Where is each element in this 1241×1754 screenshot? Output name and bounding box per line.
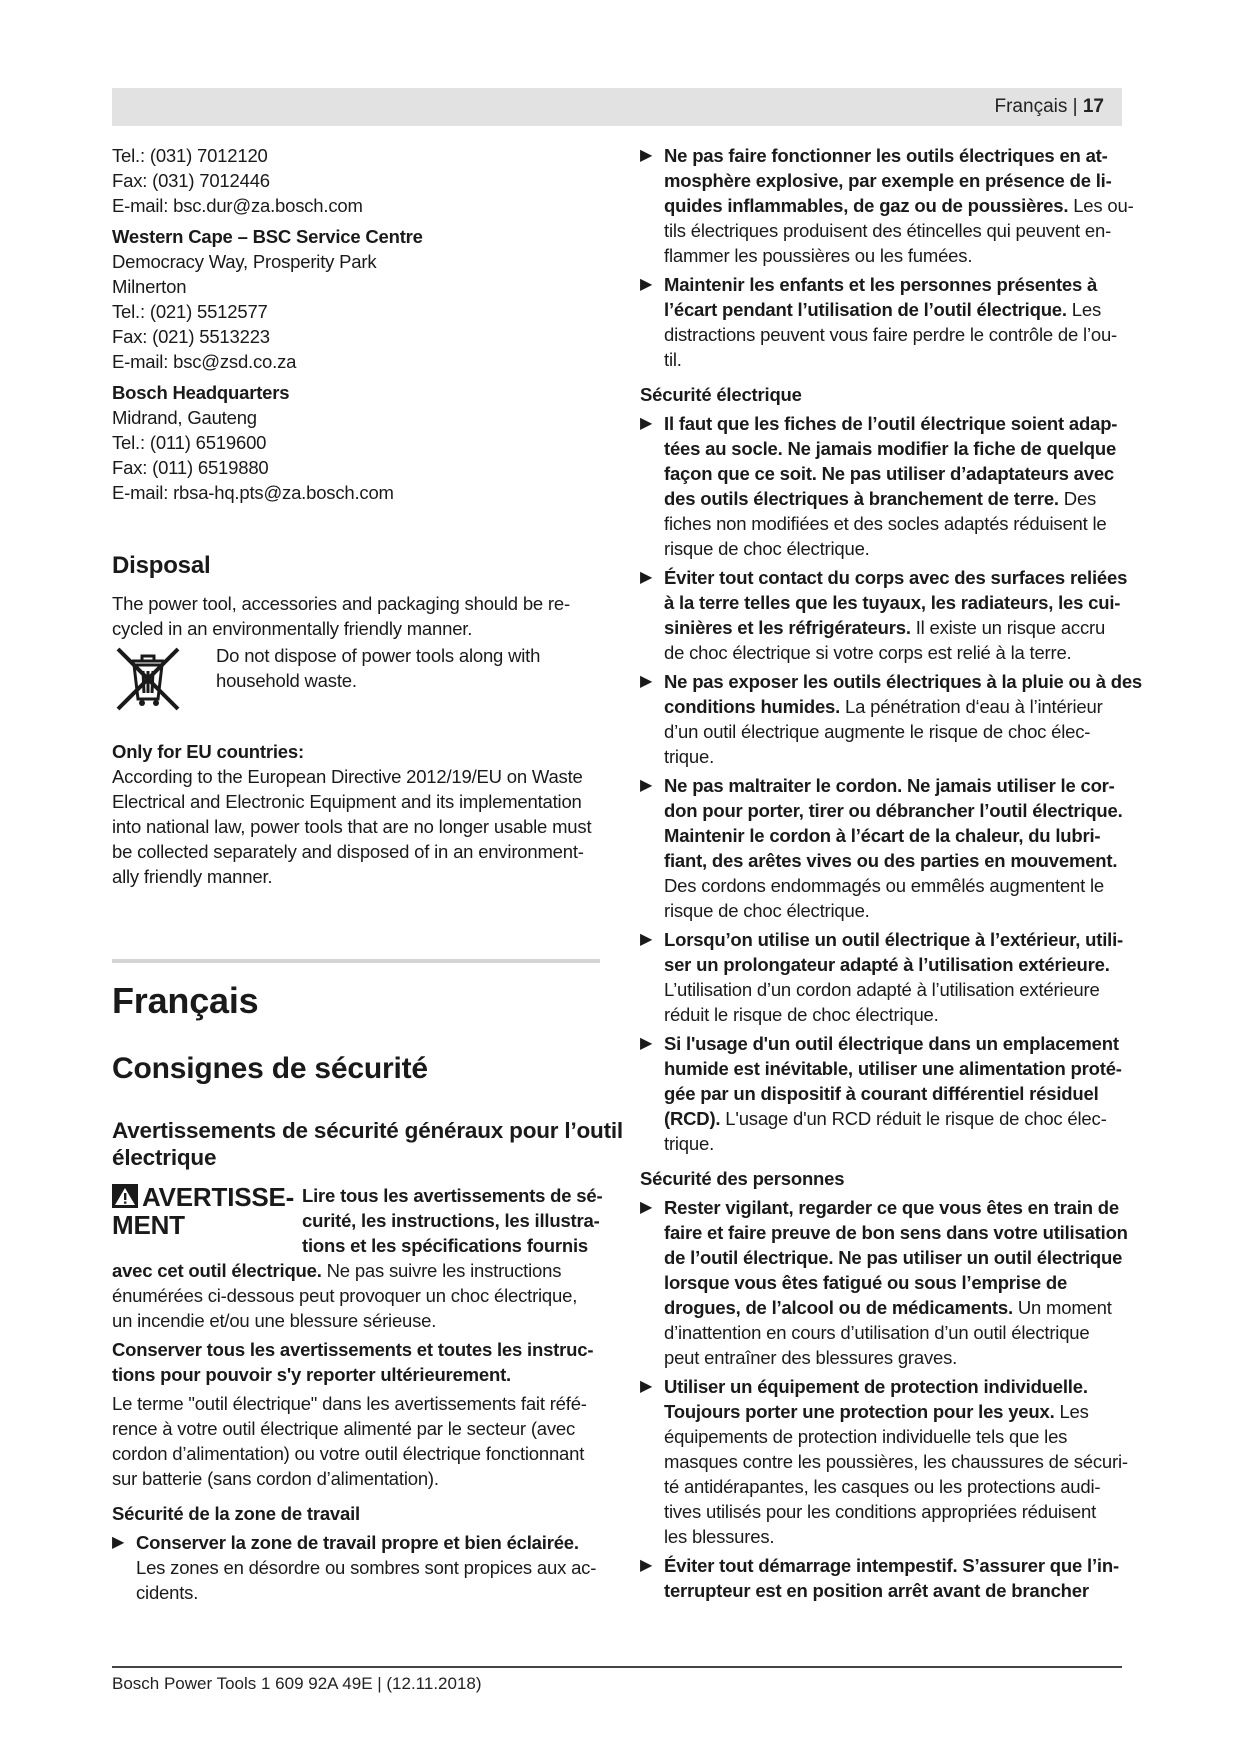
header-section: Français <box>994 96 1068 117</box>
warning-continuation <box>112 1258 612 1333</box>
warning-word: AVERTISSE- <box>142 1182 295 1212</box>
work-area-heading: Sécurité de la zone de travail <box>112 1503 360 1524</box>
text-line: ally friendly manner. <box>112 866 273 887</box>
warning-triangle-icon <box>112 1184 138 1208</box>
hq-block <box>112 405 612 505</box>
bullet-arrow-icon: ▶ <box>640 777 653 794</box>
bullet-item: ▶ Utiliser un équipement de protection individuelle. Toujours porter une protection pour les yeux. Les équipements de protection individuelle tels que les masques contre les poussières, les chaussures de sécuri- té antidérapantes, les casques ou les protections audi- tives utilisés pour les conditions appropriées réduisent les blessures. <box>640 1376 1128 1547</box>
left-column <box>112 143 623 1605</box>
language-heading: Français <box>112 980 259 1021</box>
bullet-arrow-icon: ▶ <box>640 415 653 432</box>
bullet-item: ▶ Ne pas maltraiter le cordon. Ne jamais utiliser le cor- don pour porter, tirer ou débrancher l’outil électrique. Maintenir le cordon à l’écart de la chaleur, du lubri- fiant, des arêtes vives ou des parties en mouvement. Des cordons endommagés ou emmêlés augmentent le risque de choc électrique. <box>640 775 1123 921</box>
page-number: 17 <box>1082 96 1104 117</box>
bullet-arrow-icon: ▶ <box>640 147 653 164</box>
hq-title: Bosch Headquarters <box>112 382 290 403</box>
bullet-item: ▶ Il faut que les fiches de l’outil électrique soient adap- tées au socle. Ne jamais modifier la fiche de quelque façon que ce soit. Ne pas utiliser d’adaptateurs avec des outils électriques à branchement de terre. Des fiches non modifiées et des socles adaptés réduisent le risque de choc électrique. <box>640 413 1118 559</box>
contact-top <box>112 143 612 218</box>
bullet-arrow-icon: ▶ <box>112 1534 125 1551</box>
warning-word: MENT <box>112 1210 185 1240</box>
bullet-arrow-icon: ▶ <box>640 1199 653 1216</box>
personal-safety-heading: Sécurité des personnes <box>640 1168 845 1189</box>
disposal-text <box>112 591 612 641</box>
western-cape-title: Western Cape – BSC Service Centre <box>112 226 423 247</box>
text-line: sur batterie (sans cordon d’alimentation). <box>112 1468 439 1489</box>
text-line: According to the European Directive 2012/19/EU on Waste <box>112 766 583 787</box>
weee-text <box>216 643 540 693</box>
contact-line: Fax: (021) 5513223 <box>112 326 270 347</box>
bullet-item: ▶ Lorsqu’on utilise un outil électrique à l’extérieur, utili- ser un prolongateur adapté à l’utilisation extérieure. L’utilisation d’un cordon adapté à l’utilisation extérieure réduit le risque de choc électrique. <box>640 929 1123 1025</box>
safety-heading: Consignes de sécurité <box>112 1052 428 1085</box>
text-line: tions pour pouvoir s'y reporter ultérieurement. <box>112 1364 511 1385</box>
bullet-arrow-icon: ▶ <box>640 931 653 948</box>
text-line: be collected separately and disposed of in an environment- <box>112 841 584 862</box>
warning-block <box>112 1183 612 1258</box>
bullet-arrow-icon: ▶ <box>640 673 653 690</box>
page-header-bar <box>112 88 1122 126</box>
text-line: Conserver tous les avertissements et toutes les instruc- <box>112 1339 594 1360</box>
contact-line: Midrand, Gauteng <box>112 407 257 428</box>
text-span: Ne pas suivre les instructions <box>321 1260 562 1281</box>
text-line: household waste. <box>216 670 357 691</box>
bullet-item: ▶ Rester vigilant, regarder ce que vous êtes en train de faire et faire preuve de bon sens dans votre utilisation de l’outil électrique. Ne pas utiliser un outil électrique lorsque vous êtes fatigué ou sous l’emprise de drogues, de l’alcool ou de médicaments. Un moment d’inattention en cours d’utilisation d’un outil électrique peut entraîner des blessures graves. <box>640 1197 1128 1368</box>
bullet-item <box>112 1530 612 1605</box>
bullet-item: ▶ Si l'usage d'un outil électrique dans un emplacement humide est inévitable, utiliser une alimentation proté- gée par un dispositif à courant différentiel résiduel (RCD). L'usage d'un RCD réduit le risque de choc élec- trique. <box>640 1033 1122 1154</box>
contact-line: Milnerton <box>112 276 187 297</box>
text-line: cidents. <box>136 1582 199 1603</box>
text-line: into national law, power tools that are no longer usable must <box>112 816 592 837</box>
crossed-bin-icon <box>112 643 184 715</box>
contact-line: E-mail: bsc@zsd.co.za <box>112 351 297 372</box>
bullet-item: ▶ Éviter tout démarrage intempestif. S’assurer que l’in- terrupteur est en position arrêt avant de brancher <box>640 1555 1119 1601</box>
text-line: Le terme "outil électrique" dans les avertissements fait réfé- <box>112 1393 587 1414</box>
keep-warnings-text <box>112 1337 612 1387</box>
term-definition <box>112 1391 612 1491</box>
heading-line: Avertissements de sécurité généraux pour l’outil <box>112 1118 623 1143</box>
footer-divider <box>112 1666 1122 1668</box>
bullet-item: ▶ Éviter tout contact du corps avec des surfaces reliées à la terre telles que les tuyaux, les radiateurs, les cui- sinières et les réfrigérateurs. Il existe un risque accru de choc électrique si votre corps est relié à la terre. <box>640 567 1128 663</box>
general-warnings-heading <box>112 1117 623 1171</box>
text-line: cordon d’alimentation) ou votre outil électrique fonctionnant <box>112 1443 585 1464</box>
section-divider <box>112 959 600 963</box>
contact-line: E-mail: bsc.dur@za.bosch.com <box>112 195 363 216</box>
text-line: Lire tous les avertissements de sé- <box>302 1185 603 1206</box>
weee-notice <box>112 643 612 715</box>
text-line: Les zones en désordre ou sombres sont propices aux ac- <box>136 1557 597 1578</box>
eu-text <box>112 764 612 889</box>
bullet-item: ▶ Ne pas faire fonctionner les outils électriques en at- mosphère explosive, par exemple en présence de li- quides inflammables, de gaz ou de poussières. Les ou- tils électriques produisent des étincelles qui peuvent en- flammer les poussières ou les fumées. <box>640 145 1134 266</box>
page-header-text: Français | 17 <box>994 96 1104 117</box>
footer-text: Bosch Power Tools 1 609 92A 49E | (12.11.2018) <box>112 1674 482 1693</box>
bullet-item: ▶ Maintenir les enfants et les personnes présentes à l’écart pendant l’utilisation de l’outil électrique. Les distractions peuvent vous faire perdre le contrôle de l’ou- til. <box>640 274 1118 370</box>
contact-line: Democracy Way, Prosperity Park <box>112 251 377 272</box>
warning-label <box>112 1183 302 1258</box>
bullet-arrow-icon: ▶ <box>640 1035 653 1052</box>
contact-line: Fax: (031) 7012446 <box>112 170 270 191</box>
bullet-arrow-icon: ▶ <box>640 1378 653 1395</box>
bold-phrase: Conserver la zone de travail propre et bien éclairée. <box>136 1532 579 1553</box>
text-line: Electrical and Electronic Equipment and its implementation <box>112 791 582 812</box>
text-line: rence à votre outil électrique alimenté par le secteur (avec <box>112 1418 576 1439</box>
disposal-heading: Disposal <box>112 552 211 579</box>
text-line: The power tool, accessories and packaging should be re- <box>112 593 570 614</box>
bullet-item: ▶ Ne pas exposer les outils électriques à la pluie ou à des conditions humides. La pénétration d‘eau à l’intérieur d’un outil électrique augmente le risque de choc élec- trique. <box>640 671 1143 767</box>
bullet-arrow-icon: ▶ <box>640 569 653 586</box>
contact-line: Fax: (011) 6519880 <box>112 457 269 478</box>
text-line: Do not dispose of power tools along with <box>216 645 541 666</box>
contact-line: Tel.: (031) 7012120 <box>112 145 268 166</box>
text-line: cycled in an environmentally friendly manner. <box>112 618 473 639</box>
eu-heading: Only for EU countries: <box>112 741 304 762</box>
contact-line: Tel.: (011) 6519600 <box>112 432 267 453</box>
contact-line: E-mail: rbsa-hq.pts@za.bosch.com <box>112 482 394 503</box>
western-cape-block <box>112 249 612 374</box>
electrical-safety-heading: Sécurité électrique <box>640 384 802 405</box>
heading-line: électrique <box>112 1145 217 1170</box>
text-line: un incendie et/ou une blessure sérieuse. <box>112 1310 437 1331</box>
bullet-arrow-icon: ▶ <box>640 276 653 293</box>
contact-line: Tel.: (021) 5512577 <box>112 301 268 322</box>
warning-side-text <box>302 1183 602 1258</box>
bold-phrase: avec cet outil électrique. <box>112 1260 322 1281</box>
text-line: curité, les instructions, les illustra- <box>302 1210 600 1231</box>
text-line: tions et les spécifications fournis <box>302 1235 588 1256</box>
text-line: énumérées ci-dessous peut provoquer un choc électrique, <box>112 1285 578 1306</box>
bullet-arrow-icon: ▶ <box>640 1557 653 1574</box>
right-column <box>640 143 1143 1603</box>
